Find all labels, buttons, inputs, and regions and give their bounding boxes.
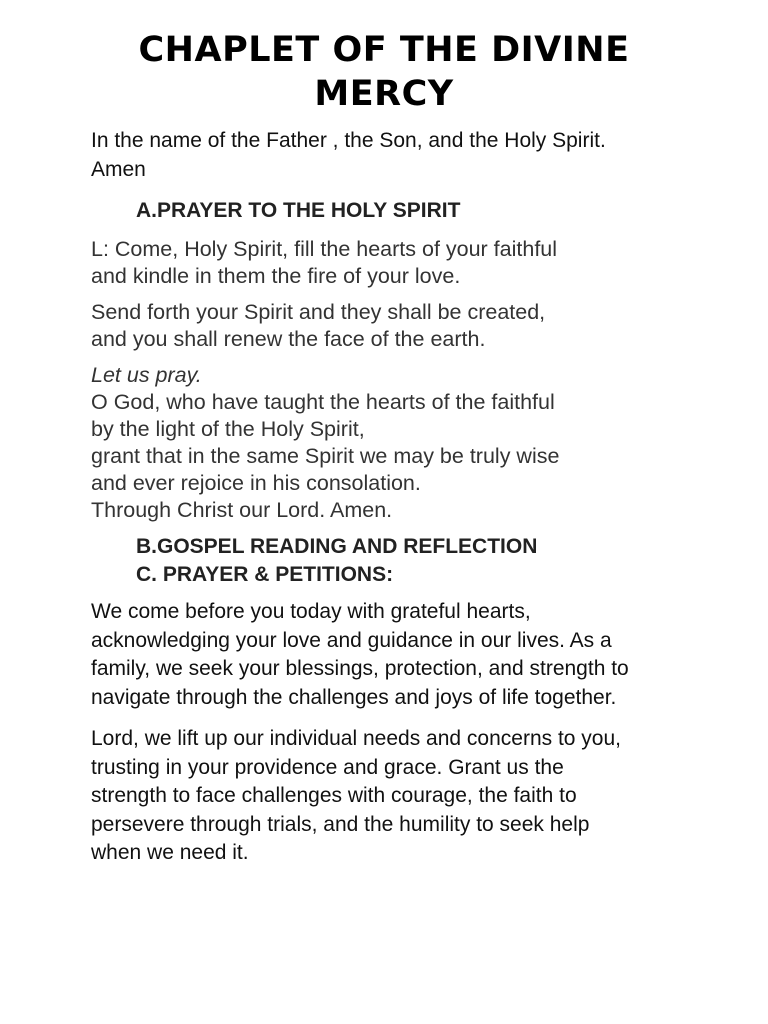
title-line: CHAPLET OF THE DIVINE	[138, 30, 630, 70]
petition-paragraph	[91, 598, 691, 712]
let-us-pray-line: Let us pray.	[91, 363, 202, 387]
text-line: O God, who have taught the hearts of the faithful	[91, 390, 555, 414]
section-b-heading: B.GOSPEL READING AND REFLECTION	[136, 535, 538, 558]
text-line: by the light of the Holy Spirit,	[91, 417, 365, 441]
text-line: Through Christ our Lord. Amen.	[91, 498, 393, 522]
text-line: when we need it.	[91, 841, 249, 864]
text-line: family, we seek your blessings, protection, and strength to	[91, 657, 629, 680]
section-a-heading: A.PRAYER TO THE HOLY SPIRIT	[136, 199, 461, 222]
text-line: Amen	[91, 157, 146, 181]
text-line: Send forth your Spirit and they shall be created,	[91, 300, 546, 324]
text-line: We come before you today with grateful hearts,	[91, 600, 531, 623]
leader-verse	[91, 236, 691, 290]
text-line: and you shall renew the face of the earth.	[91, 327, 486, 351]
text-line: persevere through trials, and the humility to seek help	[91, 812, 590, 836]
response-verse	[91, 299, 691, 353]
text-line: acknowledging your love and guidance in our lives. As a	[91, 628, 612, 652]
title-line: MERCY	[314, 74, 454, 114]
text-line: and kindle in them the fire of your love.	[91, 264, 461, 288]
text-line: grant that in the same Spirit we may be truly wise	[91, 444, 560, 468]
text-line: strength to face challenges with courage, the faith to	[91, 784, 577, 807]
text-line: Lord, we lift up our individual needs and concerns to you,	[91, 727, 621, 750]
text-line: L: Come, Holy Spirit, fill the hearts of your faithful	[91, 237, 558, 261]
text-line: trusting in your providence and grace. Grant us the	[91, 755, 564, 779]
text-line: and ever rejoice in his consolation.	[91, 471, 421, 495]
text-line: In the name of the Father , the Son, and the Holy Spirit.	[91, 129, 606, 152]
document-title	[0, 28, 768, 116]
section-c-heading: C. PRAYER & PETITIONS:	[136, 563, 394, 586]
petition-paragraph	[91, 725, 691, 868]
text-line: navigate through the challenges and joys of life together.	[91, 685, 617, 709]
closing-prayer	[91, 362, 691, 524]
opening-invocation	[91, 127, 691, 184]
